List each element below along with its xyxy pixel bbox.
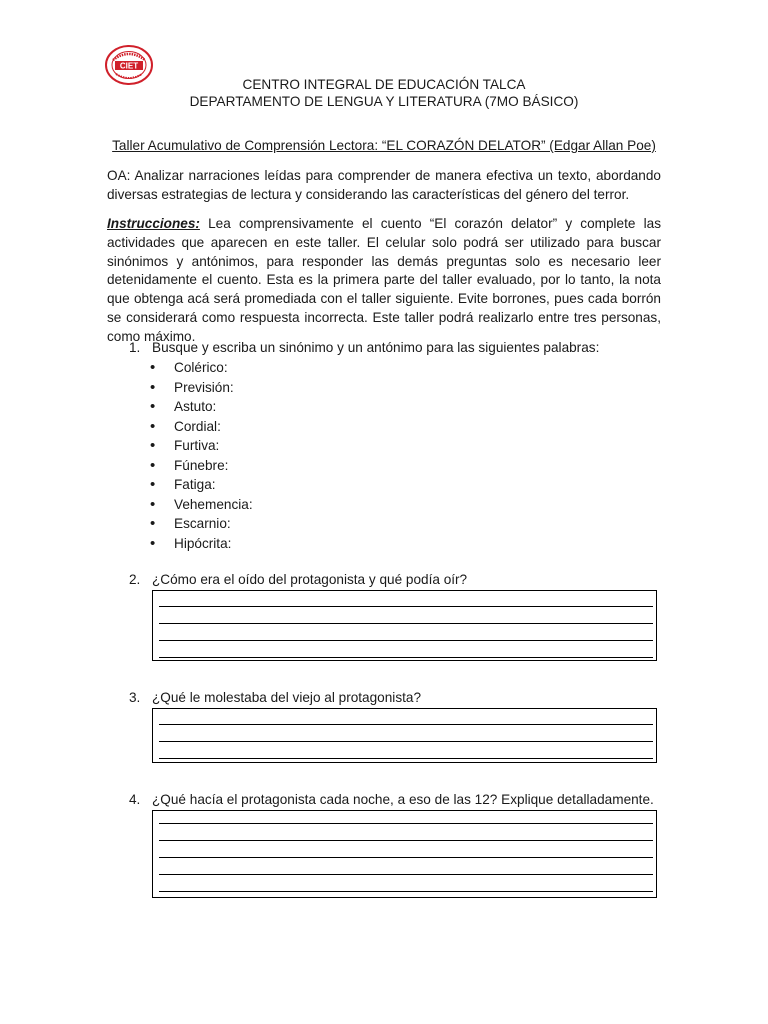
answer-line [159,657,653,658]
instructions-text: Lea comprensivamente el cuento “El corazón delator” y complete las actividades que aparecen en este taller. El celular solo podrá ser utilizado para buscar sinónimos y antónimos, para responder las demás preguntas solo es necesario leer detenidamente el cuento. Esta es la primera parte del taller evaluado, por lo tanto, la nota que obtenga acá será promediada con el taller siguiente. Evite borrones, pues cada borrón se considerará como respuesta incorrecta. Este taller podrá realizarlo entre tres personas, como máximo. [107,216,662,344]
answer-line [159,823,653,824]
answer-line [159,724,653,725]
word-item: • Furtiva: [150,436,253,456]
worksheet-title: Taller Acumulativo de Comprensión Lectora: “EL CORAZÓN DELATOR” (Edgar Allan Poe) [112,138,656,153]
answer-line [159,874,653,875]
school-name: CENTRO INTEGRAL DE EDUCACIÓN TALCA [242,77,526,92]
q1-word-list [150,358,253,553]
word-item: • Previsión: [150,378,253,398]
answer-line [159,606,653,607]
word-item: • Astuto: [150,397,253,417]
q4-answer-box[interactable] [152,810,657,898]
word-item: • Fatiga: [150,475,253,495]
word-item: • Escarnio: [150,514,253,534]
q3-answer-box[interactable] [152,708,657,763]
word-item: • Hipócrita: [150,534,253,554]
q2-number: 2. [129,572,141,587]
answer-line [159,857,653,858]
word-item: • Fúnebre: [150,456,253,476]
word-item: • Colérico: [150,358,253,378]
q4-text: ¿Qué hacía el protagonista cada noche, a eso de las 12? Explique detalladamente. [152,792,654,807]
q3-text: ¿Qué le molestaba del viejo al protagonista? [152,690,422,705]
q3-number: 3. [129,690,141,705]
answer-line [159,840,653,841]
instructions-label: Instrucciones: [107,216,200,231]
word-item: • Vehemencia: [150,495,253,515]
word-item: • Cordial: [150,417,253,437]
answer-line [159,623,653,624]
department-name: DEPARTAMENTO DE LENGUA Y LITERATURA (7MO BÁSICO) [189,94,579,109]
instructions-paragraph [107,215,661,347]
answer-line [159,640,653,641]
q2-answer-box[interactable] [152,590,657,661]
logo-text: CIET [119,61,139,71]
document-header [0,76,768,110]
q1-number: 1. [129,340,141,355]
q1-text: Busque y escriba un sinónimo y un antónimo para las siguientes palabras: [152,340,600,355]
answer-line [159,741,653,742]
answer-line [159,758,653,759]
q2-text: ¿Cómo era el oído del protagonista y qué podía oír? [152,572,468,587]
q4-number: 4. [129,792,141,807]
answer-line [159,891,653,892]
learning-objective: OA: Analizar narraciones leídas para comprender de manera efectiva un texto, abordando diversas estrategias de lectura y considerando las características del género del terror. [107,168,661,202]
